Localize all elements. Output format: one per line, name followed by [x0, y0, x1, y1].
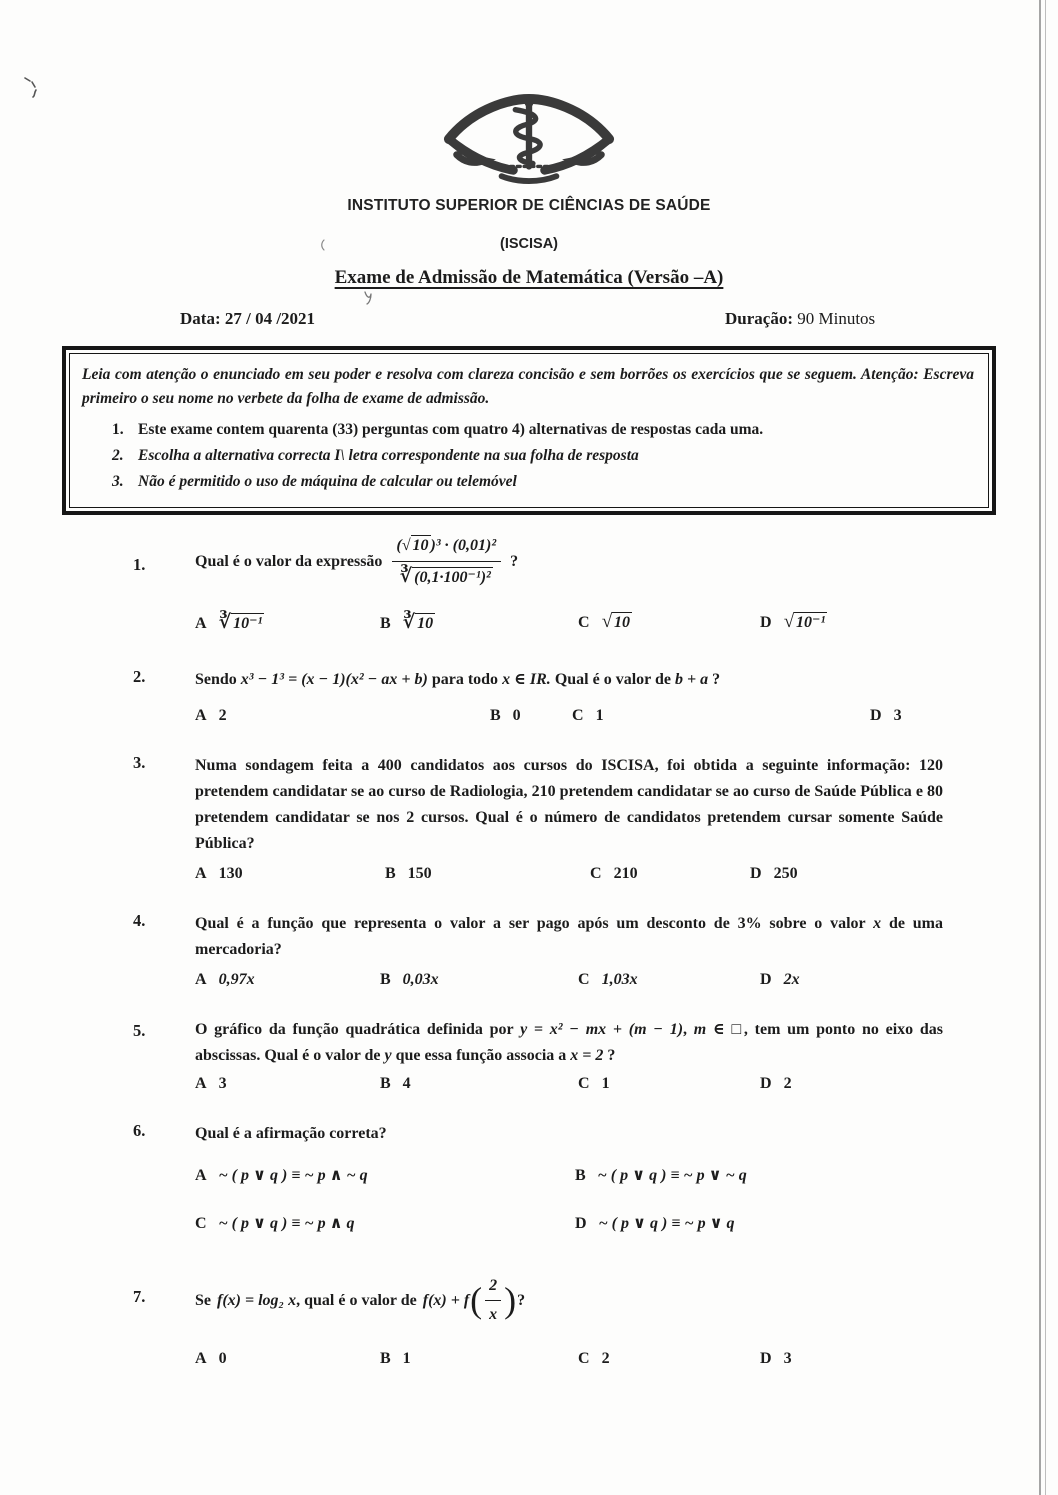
instruction-text: Não é permitido o uso de máquina de calcular ou telemóvel [138, 473, 517, 490]
options-row [195, 611, 943, 647]
instruction-number: 3. [112, 473, 124, 490]
exam-date [180, 309, 315, 329]
instruction-number: 2. [112, 447, 124, 464]
question-1 [133, 533, 943, 647]
duration-value: 90 Minutos [797, 309, 876, 328]
instructions-intro: Leia com atenção o enunciado em seu poder e resolva com clareza concisão e sem borrões os exercícios que se seguem. Atenção: Escreva primeiro o seu nome no verbete da folha de exame de admissão. [82, 366, 974, 407]
institute-name: INSTITUTO SUPERIOR DE CIÊNCIAS DE SAÚDE [347, 197, 711, 214]
meta-row [0, 309, 1058, 333]
question-4 [133, 911, 944, 1001]
question-number: 7. [133, 1287, 146, 1306]
duration-label: Duração: [725, 309, 793, 328]
instruction-item-3 [82, 469, 974, 495]
close-paren: ) [504, 1280, 517, 1321]
options-row [195, 1075, 943, 1105]
date-value: 27 / 04 /2021 [224, 309, 316, 328]
option-c: C √ 10 [578, 611, 630, 632]
question-mark: ? [510, 553, 519, 570]
option-d: D 2x [760, 971, 800, 988]
question-5 [133, 1017, 944, 1105]
question-3 [133, 753, 943, 895]
options-row [195, 707, 943, 737]
option-c: C 1 [572, 707, 604, 724]
scan-edge-line-light [1045, 0, 1046, 1495]
option-d: D 3 [760, 1350, 792, 1367]
institute-acronym: (ISCISA) [500, 236, 558, 252]
scan-edge-line [1039, 0, 1041, 1495]
option-b: B ~ ( p ∨ q ) ≡ ~ p ∨ ~ q [575, 1167, 747, 1184]
fraction-denominator: x [485, 1300, 501, 1328]
option-b: B 150 [385, 865, 432, 882]
iscisa-eye-caduceus-logo [441, 94, 617, 186]
exam-title: Exame de Admissão de Matemática (Versão –A) [334, 267, 724, 288]
question-number: 1. [133, 555, 146, 574]
open-paren: ( [470, 1280, 483, 1321]
question-number: 5. [133, 1021, 146, 1040]
instructions-list [82, 417, 974, 495]
option-a: A 130 [195, 865, 243, 882]
option-a: A 0,97x [195, 971, 255, 988]
question-2 [133, 667, 943, 737]
option-d: D 2 [760, 1075, 792, 1092]
instructions-box-inner [69, 353, 989, 508]
option-a: A 2 [195, 707, 227, 724]
option-d: D √ 10⁻¹ [760, 611, 826, 632]
option-b: B ∛ 10 [380, 612, 434, 633]
question-text: Sendo x³ − 1³ = (x − 1)(x² − ax + b) para todo x ∈ IR. Qual é o valor de b + a ? [195, 671, 721, 688]
question-text: Qual é o valor da expressão $\frac{\text{(√ 10 )³ · (0,01)²}}{\text{∛ (0,1·100⁻¹)²}}$ ? [195, 533, 943, 591]
instructions-box [62, 346, 996, 515]
option-d: D 3 [870, 707, 902, 724]
option-b: B 4 [380, 1075, 411, 1092]
instruction-text: Este exame contem quarenta (33) perguntas com quatro 4) alternativas de respostas cada uma. [138, 421, 764, 438]
question-text: Qual é a função que representa o valor a ser pago após um desconto de 3% sobre o valor x de uma mercadoria? [195, 915, 944, 958]
inline-fraction [485, 1273, 501, 1328]
option-a: A 3 [195, 1075, 227, 1092]
option-b: B 1 [380, 1350, 411, 1367]
question-number: 6. [133, 1121, 146, 1140]
question-text: Numa sondagem feita a 400 candidatos aos cursos do ISCISA, foi obtida a seguinte informação: 120 pretendem candidatar se ao curso de Radiologia, 210 pretendem candidatar se ao curso de Saúde Pública e 80 pretendem candidatar se nos 2 cursos. Qual é o número de candidatos pretendem cursar somente Saúde Pública? [195, 757, 943, 852]
options-row [195, 971, 943, 1001]
option-c: C 1,03x [578, 971, 638, 988]
fraction-numerator: (√ 10 )³ · (0,01)² [396, 537, 497, 554]
options-row [195, 865, 943, 895]
option-b: B 0 [490, 707, 521, 724]
question-number: 2. [133, 667, 146, 686]
question-number: 3. [133, 753, 146, 772]
option-a: A 0 [195, 1350, 227, 1367]
pencil-mark [22, 74, 48, 102]
options-row [195, 1350, 943, 1380]
question-7 [133, 1273, 943, 1380]
option-d: D 250 [750, 865, 798, 882]
option-c: C 210 [590, 865, 638, 882]
expression-fraction [388, 533, 504, 591]
exam-duration [725, 309, 875, 329]
option-d: D ~ ( p ∨ q ) ≡ ~ p ∨ q [575, 1215, 735, 1232]
instruction-number: 1. [112, 421, 124, 438]
question-number: 4. [133, 911, 146, 930]
question-text: O gráfico da função quadrática definida por y = x² − mx + (m − 1), m ∈ □, tem um ponto no eixo das abscissas. Qual é o valor de y que essa função associa a x = 2 ? [195, 1021, 944, 1064]
options-row [195, 1165, 943, 1201]
instruction-item-1 [82, 417, 974, 443]
logo-wrap [441, 94, 617, 191]
option-a: A ∛ 10⁻¹ [195, 612, 263, 633]
option-b: B 0,03x [380, 971, 439, 988]
date-label: Data: [180, 309, 221, 328]
option-c: C 2 [578, 1350, 610, 1367]
option-c: C ~ ( p ∨ q ) ≡ ~ p ∧ q [195, 1215, 355, 1232]
option-a: A ~ ( p ∨ q ) ≡ ~ p ∧ ~ q [195, 1167, 368, 1184]
question-6 [133, 1121, 943, 1249]
question-text: Qual é a afirmação correta? [195, 1125, 387, 1142]
options-row [195, 1213, 943, 1249]
fraction-numerator: 2 [489, 1277, 498, 1294]
instruction-item-2 [82, 443, 974, 469]
option-c: C 1 [578, 1075, 610, 1092]
pencil-mark [318, 238, 330, 252]
questions-section [133, 533, 944, 1380]
instruction-text: Escolha a alternativa correcta I\ letra correspondente na sua folha de resposta [138, 447, 639, 464]
pencil-mark [362, 290, 380, 306]
fraction-denominator: ∛ (0,1·100⁻¹)² [392, 561, 501, 591]
question-text: Se f(x) = log₂ x , qual é o valor de f(x) + f ( $\frac{2}{x}$ ) ? [195, 1273, 943, 1328]
